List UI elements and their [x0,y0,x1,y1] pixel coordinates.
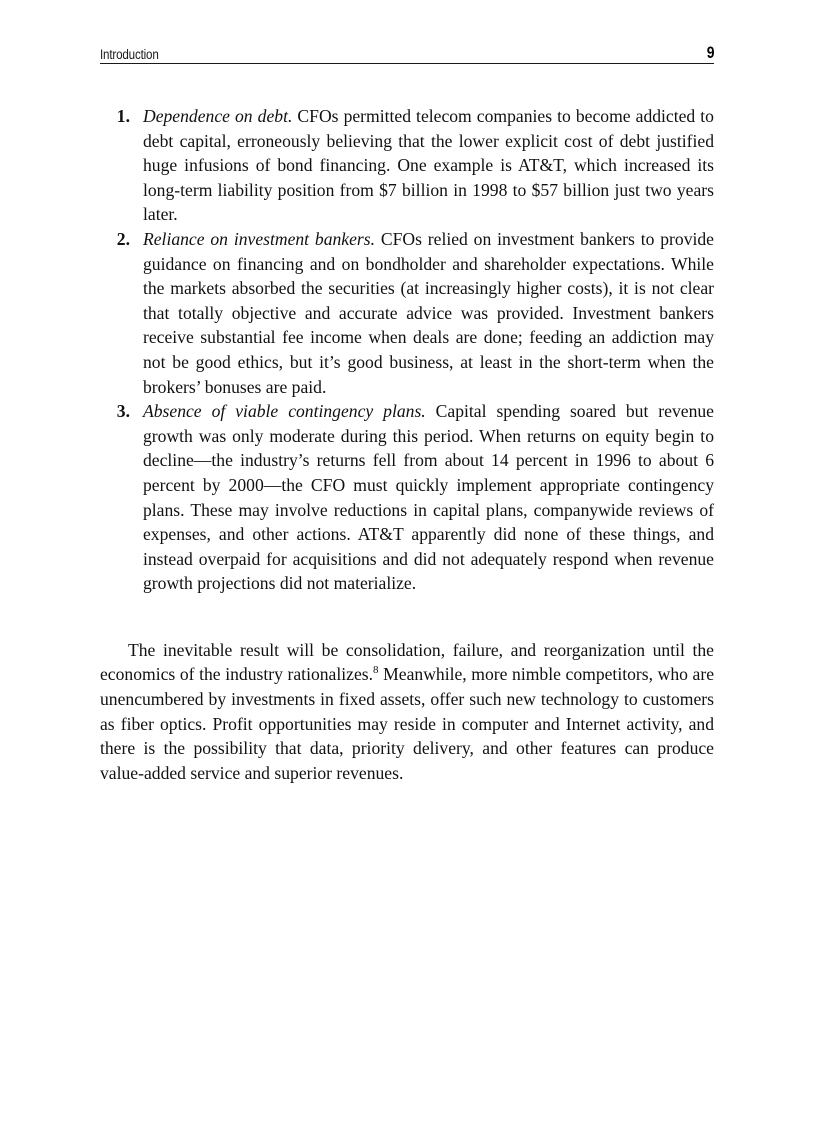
closing-paragraph-part-two: Meanwhile, more nimble competitors, who are unencumbered by investments in fixed assets, offer such new technology to customers as fiber optics. Profit opportunities may reside in computer and Internet activity, and there is the possibility that data, priority delivery, and other features can produce value-added service and superior revenues. [100,664,715,783]
list-item-number: 3. [116,401,130,422]
list-item [100,399,714,596]
list-item-body [143,399,714,596]
list-item-body [143,104,714,227]
numbered-list [100,104,714,596]
list-item-body [143,227,714,399]
list-item-lead: Absence of viable contingency plans. [143,401,426,422]
closing-block [100,638,714,786]
page-content [100,104,714,785]
list-item-number: 1. [116,106,130,126]
closing-paragraph [100,638,714,786]
page-number: 9 [706,43,714,62]
footnote-reference-marker: 8 [373,664,379,677]
list-item-number: 2. [116,228,130,249]
list-item-lead: Dependence on debt. [143,106,293,126]
list-item [100,104,714,227]
running-head [100,44,714,64]
list-item-text: CFOs permitted telecom companies to become addicted to debt capital, erroneously believing that the lower explicit cost of debt justified huge infusions of bond financing. One example is AT&T, which increased its long-term liability position from $7 billion in 1998 to $57 billion just two years later. [143,106,714,225]
list-item-text: CFOs relied on investment bankers to provide guidance on financing and on bondholder and shareholder expectations. While the markets absorbed the securities (at increasingly higher costs), it is not clear that totally objective and accurate advice was provided. Investment bankers receive substantial fee income when deals are done; feeding an addiction may not be good ethics, but it’s good business, at least in the short-term when the brokers’ bonuses are paid. [143,228,714,397]
list-item-text: Capital spending soared but revenue growth was only moderate during this period. When returns on equity begin to decline—the industry’s returns fell from about 14 percent in 1996 to about 6 percent by 2000—the CFO must quickly implement appropriate contingency plans. These may involve reductions in capital plans, companywide reviews of expenses, and other actions. AT&T apparently did none of these things, and instead overpaid for acquisitions and did not adequately respond when revenue growth projections did not materialize. [143,401,714,594]
running-head-title: Introduction [100,46,159,62]
list-item-lead: Reliance on investment bankers. [143,228,376,249]
closing-paragraph-part-one: The inevitable result will be consolidation, failure, and reorganization until the economics of the industry rationalizes. [100,639,714,685]
list-item [100,227,714,399]
